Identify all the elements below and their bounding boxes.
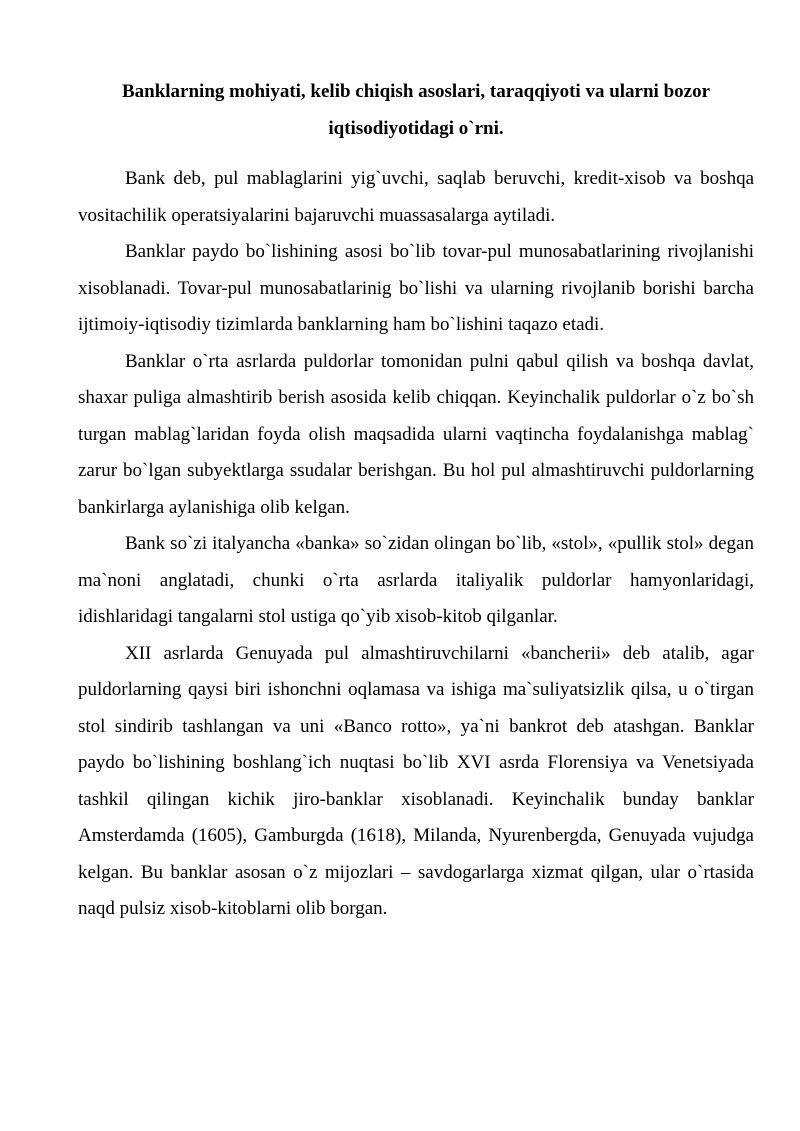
document-page xyxy=(78,74,754,928)
paragraph-early-banks-history: XII asrlarda Genuyada pul almashtiruvchilarni «bancherii» deb atalib, agar puldorlarning qaysi biri ishonchni oqlamasa va ishiga ma`suliyatsizlik qilsa, u o`tirgan stol sindirib tashlangan va uni «Banco rotto», ya`ni bankrot deb atashgan. Banklar paydo bo`lishining boshlang`ich nuqtasi bo`lib XVI asrda Florensiya va Venetsiyada tashkil qilingan kichik jiro-banklar xisoblanadi. Keyinchalik bunday banklar Amsterdamda (1605), Gamburgda (1618), Milanda, Nyurenbergda, Genuyada vujudga kelgan. Bu banklar asosan o`z mijozlari – savdogarlarga xizmat qilgan, ular o`rtasida naqd pulsiz xisob-kitoblarni olib borgan. xyxy=(78,642,754,919)
document-title: Banklarning mohiyati, kelib chiqish asoslari, taraqqiyoti va ularni bozor iqtisodiyotidagi o`rni. xyxy=(121,81,711,139)
paragraph-bank-origin-basis: Banklar paydo bo`lishining asosi bo`lib tovar-pul munosabatlarining rivojlanishi xisoblanadi. Tovar-pul munosabatlarinig bo`lishi va ularning rivojlanib borishi barcha ijtimoiy-iqtisodiy tizimlarda banklarning ham bo`lishini taqazo etadi. xyxy=(78,241,754,335)
paragraph-word-origin: Bank so`zi italyancha «banka» so`zidan olingan bo`lib, «stol», «pullik stol» degan ma`noni anglatadi, chunki o`rta asrlarda italiyalik puldorlar hamyonlaridagi, idishlaridagi tangalarni stol ustiga qo`yib xisob-kitob qilganlar. xyxy=(78,533,754,627)
paragraph-bank-definition: Bank deb, pul mablaglarini yig`uvchi, saqlab beruvchi, kredit-xisob va boshqa vositachilik operatsiyalarini bajaruvchi muassasalarga aytiladi. xyxy=(78,168,754,226)
paragraph-middle-ages-moneychangers: Banklar o`rta asrlarda puldorlar tomonidan pulni qabul qilish va boshqa davlat, shaxar puliga almashtirib berish asosida kelib chiqqan. Keyinchalik puldorlar o`z bo`sh turgan mablag`laridan foyda olish maqsadida ularni vaqtincha foydalanishga mablag` zarur bo`lgan subyektlarga ssudalar berishgan. Bu hol pul almashtiruvchi puldorlarning bankirlarga aylanishiga olib kelgan. xyxy=(78,350,754,518)
